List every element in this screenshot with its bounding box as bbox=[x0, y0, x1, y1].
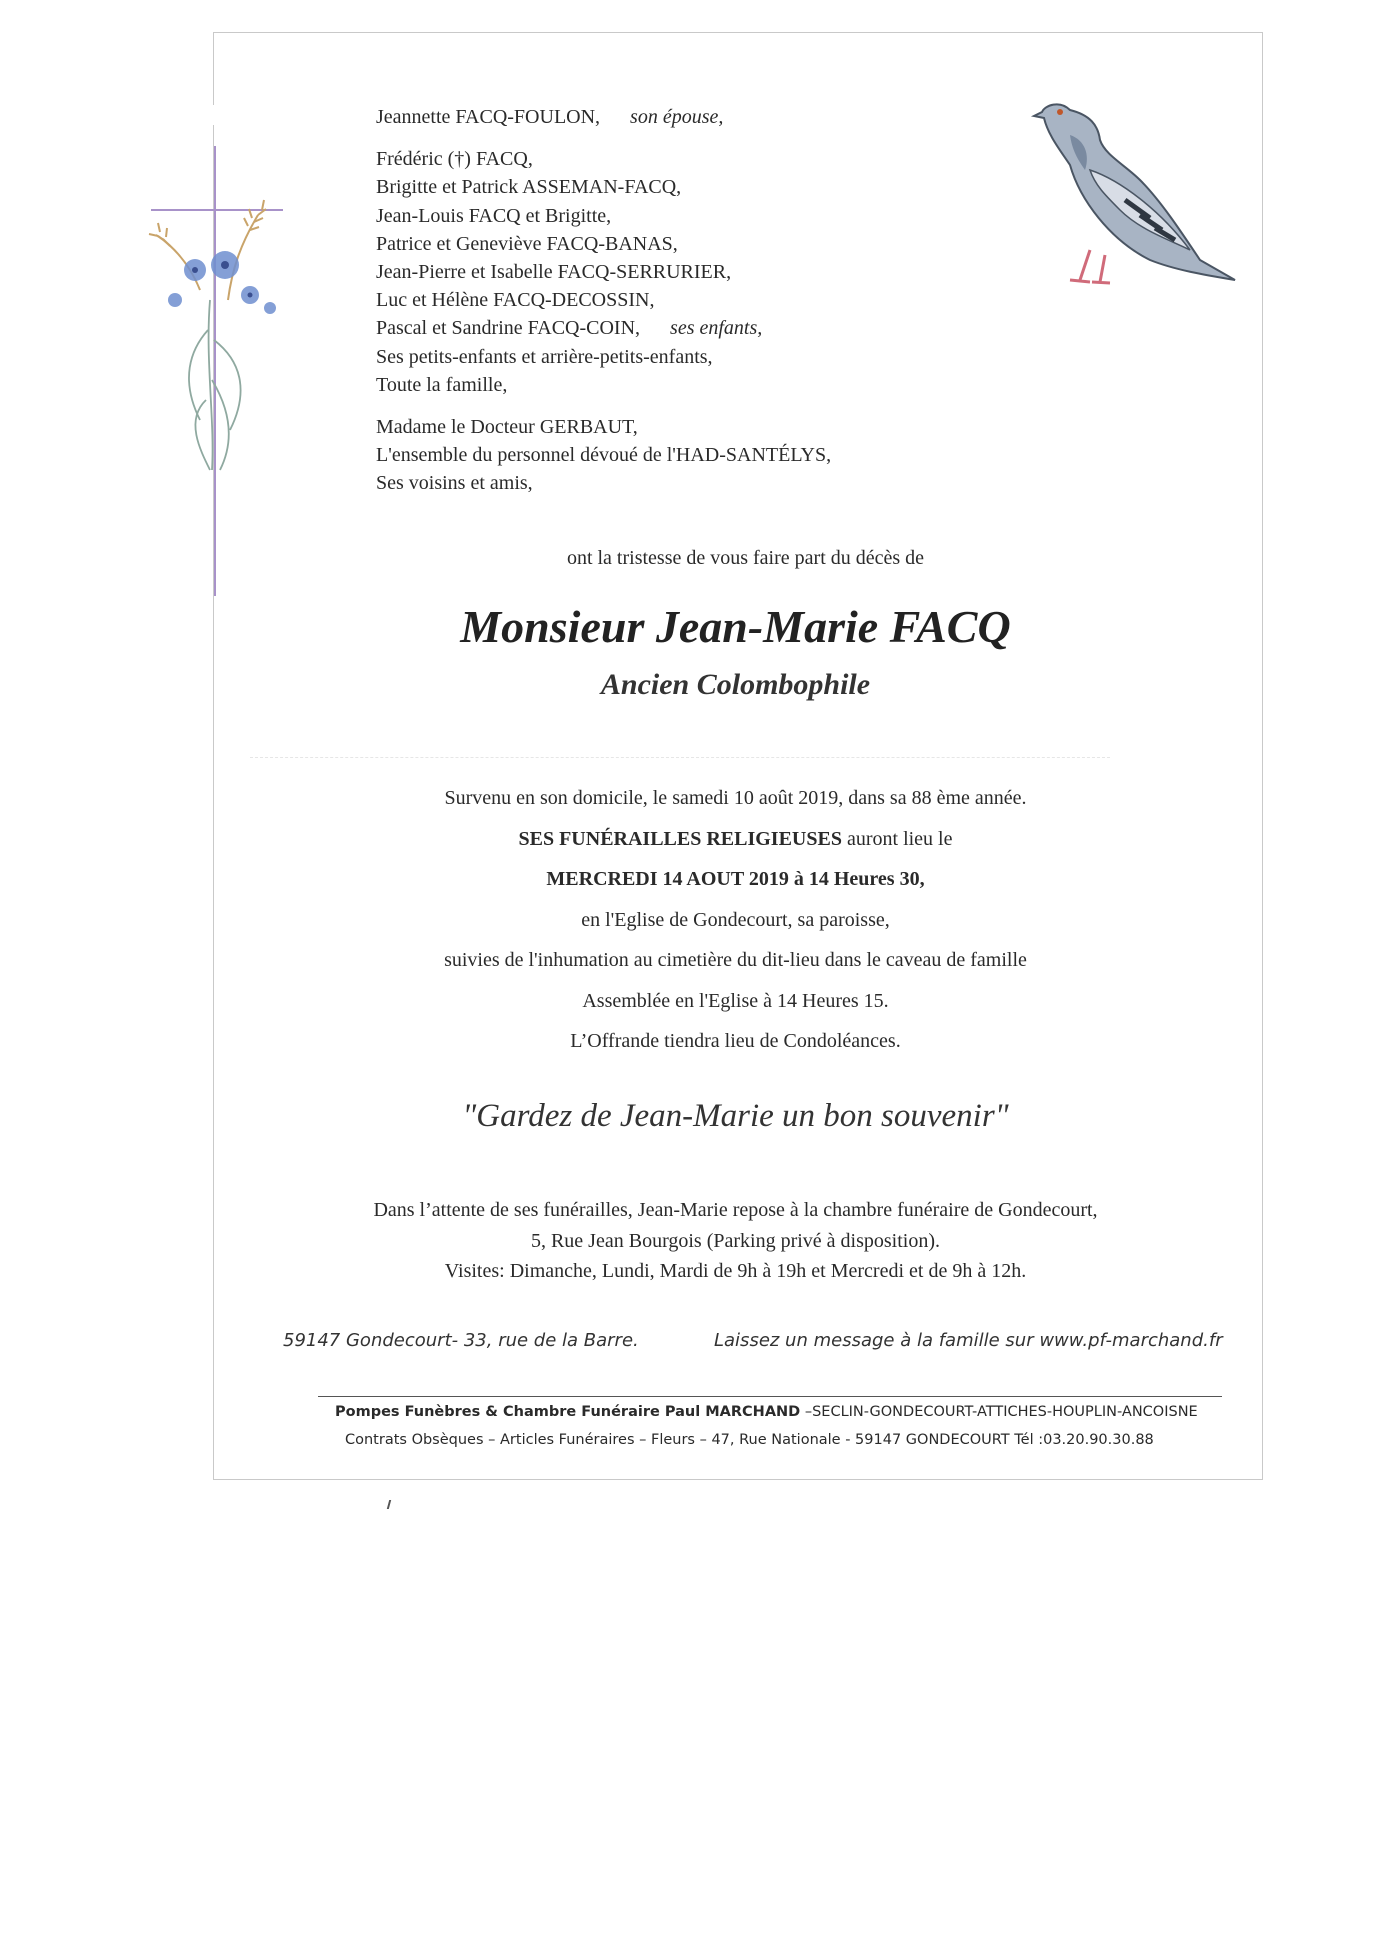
contact-address: 59147 Gondecourt- 33, rue de la Barre. bbox=[283, 1330, 639, 1351]
funeral-date bbox=[47, 859, 1377, 900]
footer-locations: –SECLIN-GONDECOURT-ATTICHES-HOUPLIN-ANCOISNE bbox=[800, 1404, 1198, 1420]
footer-company-line bbox=[335, 1404, 1198, 1420]
footer-services: Contrats Obsèques – Articles Funéraires – Fleurs – 47, Rue Nationale - 59147 GONDECOURT Tél :03.20.90.30.88 bbox=[345, 1432, 1154, 1448]
family-all-line: Toute la famille, bbox=[376, 373, 508, 396]
rest-info bbox=[47, 1195, 1377, 1287]
funeral-rest: auront lieu le bbox=[841, 827, 953, 850]
spouse-name: Jeannette FACQ-FOULON, bbox=[376, 106, 601, 128]
child-line: Brigitte et Patrick ASSEMAN-FACQ, bbox=[376, 176, 682, 199]
announcement-intro: ont la tristesse de vous faire part du décès de bbox=[566, 547, 925, 569]
spouse-role: son épouse, bbox=[630, 106, 724, 128]
footer-rule bbox=[318, 1396, 1222, 1397]
funeral-line bbox=[47, 819, 1377, 860]
funeral-bold: SES FUNÉRAILLES RELIGIEUSES bbox=[518, 827, 842, 850]
child-line: Jean-Pierre et Isabelle FACQ-SERRURIER, bbox=[376, 260, 732, 283]
burial-line: suivies de l'inhumation au cimetière du dit-lieu dans le caveau de famille bbox=[444, 949, 1027, 971]
other-line: L'ensemble du personnel dévoué de l'HAD-SANTÉLYS, bbox=[376, 444, 832, 467]
deceased-name: Monsieur Jean-Marie FACQ bbox=[460, 601, 1011, 652]
last-child-line bbox=[376, 314, 831, 342]
last-child: Pascal et Sandrine FACQ-COIN, bbox=[376, 317, 641, 340]
child-line: Patrice et Geneviève FACQ-BANAS, bbox=[376, 232, 678, 255]
children-role: ses enfants, bbox=[670, 317, 763, 340]
rest-line-2: 5, Rue Jean Bourgois (Parking privé à disposition). bbox=[530, 1229, 941, 1252]
child-line: Luc et Hélène FACQ-DECOSSIN, bbox=[376, 289, 655, 312]
rest-line-1: Dans l’attente de ses funérailles, Jean-Marie repose à la chambre funéraire de Gondecourt, bbox=[373, 1199, 1098, 1221]
other-line: Madame le Docteur GERBAUT, bbox=[376, 415, 638, 438]
footer-company: Pompes Funèbres & Chambre Funéraire Paul MARCHAND bbox=[335, 1404, 801, 1420]
deceased-title: Ancien Colombophile bbox=[600, 668, 871, 701]
church-line: en l'Eglise de Gondecourt, sa paroisse, bbox=[581, 908, 890, 931]
pigeon-illustration bbox=[1030, 80, 1210, 300]
funeral-details bbox=[47, 778, 1377, 1062]
assembly-line: Assemblée en l'Eglise à 14 Heures 15. bbox=[582, 989, 889, 1012]
family-list bbox=[376, 103, 831, 497]
offering-line: L’Offrande tiendra lieu de Condoléances. bbox=[570, 1030, 901, 1052]
grandchildren-line: Ses petits-enfants et arrière-petits-enfants, bbox=[376, 345, 713, 368]
child-line: Frédéric (†) FACQ, bbox=[376, 148, 533, 171]
rest-line-3: Visites: Dimanche, Lundi, Mardi de 9h à 19h et Mercredi et de 9h à 12h. bbox=[444, 1260, 1027, 1282]
contact-message: Laissez un message à la famille sur www.pf-marchand.fr bbox=[714, 1330, 1223, 1351]
other-line: Ses voisins et amis, bbox=[376, 472, 533, 495]
wheat-icon bbox=[149, 200, 266, 300]
faint-separator bbox=[250, 757, 1110, 759]
memorial-quote: "Gardez de Jean-Marie un bon souvenir" bbox=[462, 1098, 1009, 1134]
funeral-date-text: MERCREDI 14 AOUT 2019 à 14 Heures 30, bbox=[546, 868, 925, 890]
pigeon-icon bbox=[1034, 104, 1235, 283]
cross-icon bbox=[151, 146, 283, 596]
child-line: Jean-Louis FACQ et Brigitte, bbox=[376, 204, 612, 227]
death-line: Survenu en son domicile, le samedi 10 août 2019, dans sa 88 ème année. bbox=[444, 787, 1027, 809]
spouse-line bbox=[376, 103, 831, 131]
